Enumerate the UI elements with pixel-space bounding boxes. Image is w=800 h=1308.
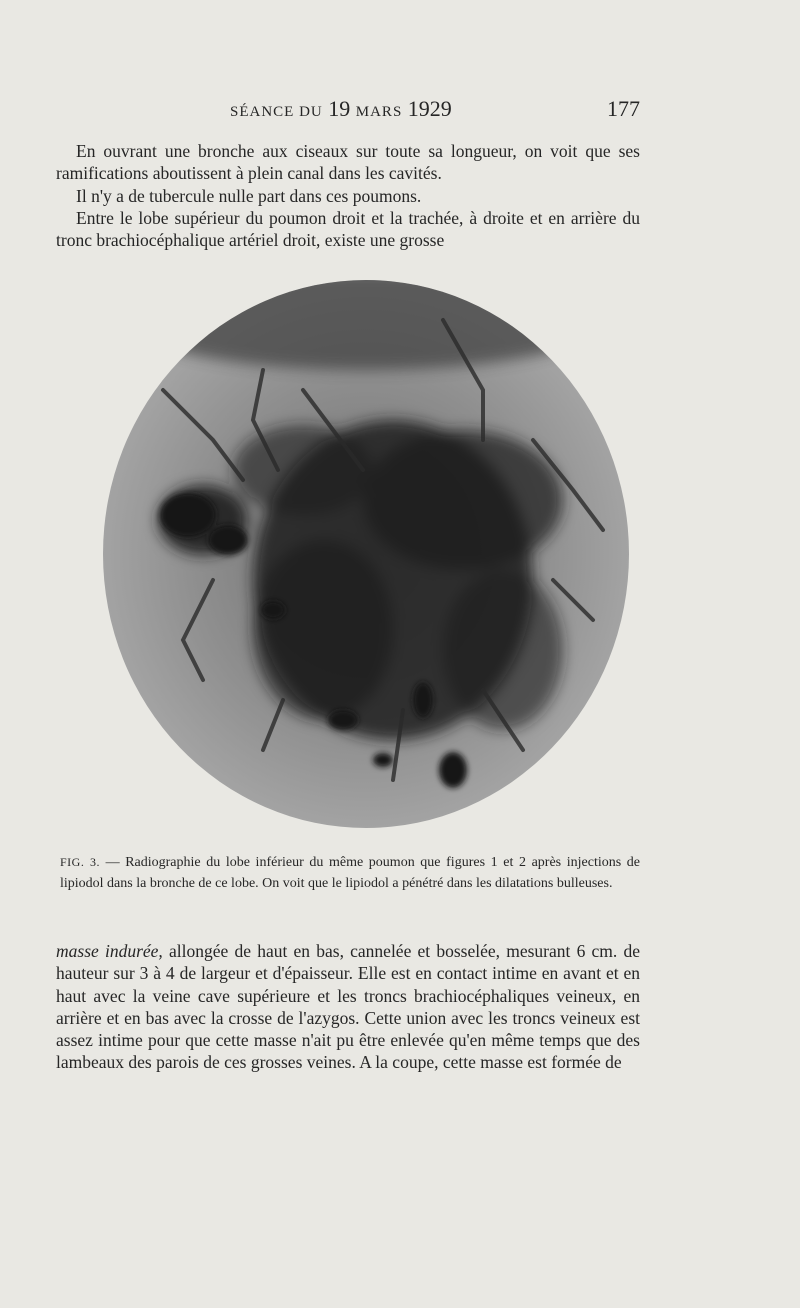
running-header	[60, 96, 640, 126]
paragraph-4	[56, 940, 640, 1074]
paragraph-1: En ouvrant une bronche aux ciseaux sur toute sa longueur, on voit que ses ramifications aboutissent à plein canal dans les cavités.	[56, 141, 640, 184]
radiograph-figure	[103, 280, 629, 828]
header-seance: SÉANCE DU	[230, 104, 323, 120]
header-date-number: 19	[328, 96, 351, 121]
radiograph-image	[103, 280, 629, 828]
header-year: 1929	[407, 96, 452, 121]
paragraph-4-italic: masse indurée,	[56, 941, 163, 961]
header-title	[230, 96, 452, 122]
paragraph-2: Il n'y a de tubercule nulle part dans ces poumons.	[76, 186, 422, 206]
figure-label: FIG. 3.	[60, 855, 100, 869]
figure-caption-text: — Radiographie du lobe inférieur du même poumon que figures 1 et 2 après injections de lipiodol dans la bronche de ce lobe. On voit que le lipiodol a pénétré dans les dilatations bulleuses.	[60, 855, 640, 891]
paragraph-3: Entre le lobe supérieur du poumon droit et la trachée, à droite et en arrière du tronc brachiocéphalique artériel droit, existe une grosse	[56, 208, 640, 251]
page-number: 177	[607, 96, 640, 121]
figure-caption	[60, 852, 640, 894]
header-month: MARS	[355, 104, 403, 120]
paragraph-4-text: allongée de haut en bas, cannelée et bosselée, mesurant 6 cm. de hauteur sur 3 à 4 de largeur et d'épaisseur. Elle est en contact intime en avant et en haut avec la veine cave supérieure et les troncs brachiocéphaliques veineux, en arrière et en bas avec la crosse de l'azygos. Cette union avec les troncs veineux est assez intime pour que cette masse n'ait pu être enlevée qu'en même temps que des lambeaux des parois de ces grosses veines. A la coupe, cette masse est formée de	[56, 941, 640, 1073]
